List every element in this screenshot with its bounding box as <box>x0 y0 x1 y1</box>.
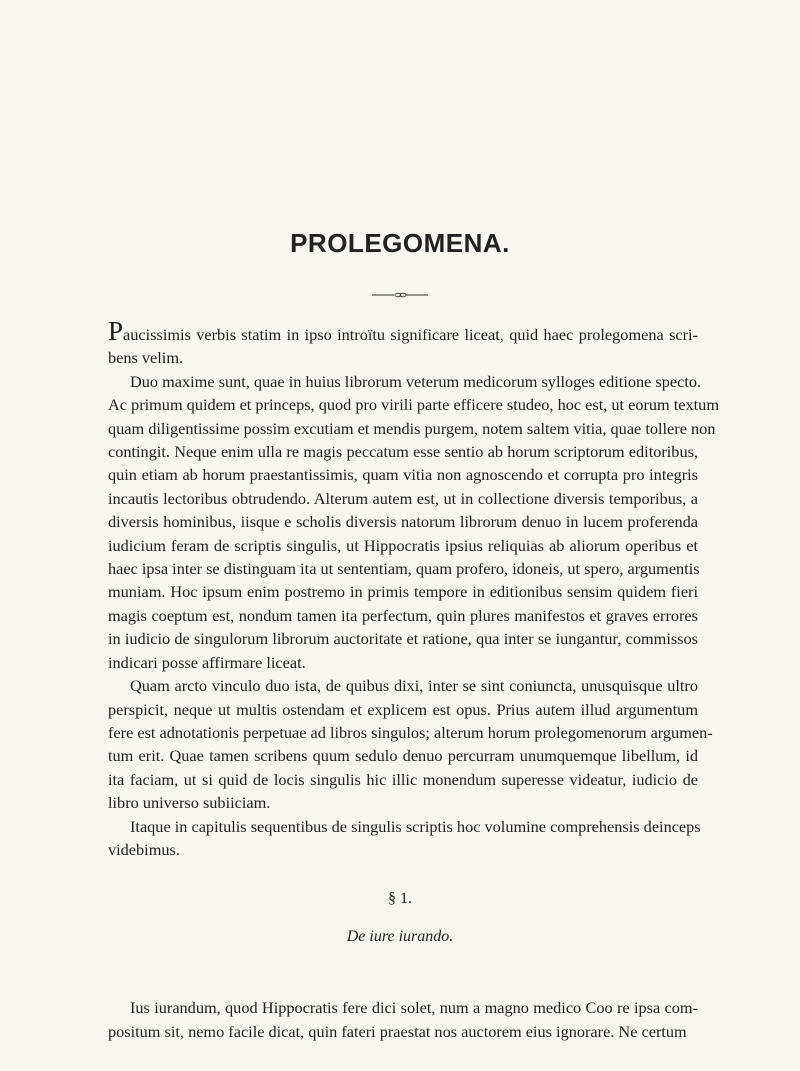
text-line: muniam. Hoc ipsum enim postremo in primis tempore in editionibus sensim quidem fieri <box>108 582 698 602</box>
section-text <box>108 980 698 1059</box>
text-line: ita faciam, ut si quid de locis singulis hic illic monendum superesse videatur, iudicio de <box>108 769 698 789</box>
paragraph <box>108 370 719 674</box>
text-line: diversis hominibus, iisque e scholis diversis natorum librorum denuo in lucem proferenda <box>108 512 698 532</box>
text-line: tum erit. Quae tamen scribens quum sedulo denuo percurram unumquemque libellum, id <box>108 746 698 766</box>
text-line: quin etiam ab horum praestantissimis, quam vitia non agnoscendo et corrupta pro integris <box>108 465 698 485</box>
paragraph <box>108 996 698 1043</box>
text-line: Itaque in capitulis sequentibus de singulis scriptis hoc volumine comprehensis deinceps <box>130 816 701 836</box>
text-line: positum sit, nemo facile dicat, quin fateri praestat nos auctorem eius ignorare. Ne certum <box>108 1021 687 1041</box>
paragraph <box>108 815 701 862</box>
body-text <box>108 316 719 861</box>
ornament-divider <box>370 292 430 298</box>
text-line: Ius iurandum, quod Hippocratis fere dici solet, num a magno medico Coo re ipsa com- <box>130 998 698 1018</box>
text-line: haec ipsa inter se distinguam ita ut sententiam, quam profero, idoneis, ut spero, argumentis <box>108 559 700 579</box>
text-line: Paucissimis verbis statim in ipso introïtu significare liceat, quid haec prolegomena scri- <box>108 316 698 346</box>
text-line: bens velim. <box>108 348 184 368</box>
text-line: incautis lectoribus obtrudendo. Alterum autem est, ut in collectione diversis temporibus, a <box>108 488 698 508</box>
text-line: Duo maxime sunt, quae in huius librorum veterum medicorum sylloges editione specto. <box>130 371 702 391</box>
text-line: indicari posse affirmare liceat. <box>108 652 306 672</box>
text-line: in iudicio de singulorum librorum auctoritate et ratione, qua inter se iungantur, commissos <box>108 629 698 649</box>
text-line: libro universo subiiciam. <box>108 793 271 813</box>
page-title: PROLEGOMENA. <box>290 228 510 258</box>
text-line: magis coeptum est, nondum tamen ita perfectum, quin plures manifestos et graves errores <box>108 605 698 625</box>
paragraph <box>108 674 713 814</box>
text-line: perspicit, neque ut multis ostendam et explicem est opus. Prius autem illud argumentum <box>108 699 698 719</box>
text-line: videbimus. <box>108 839 180 859</box>
initial-capital: P <box>108 316 124 346</box>
text-line: fere est adnotationis perpetuae ad libros singulos; alterum horum prolegomenorum argumen- <box>108 722 713 742</box>
text-line: Ac primum quidem et princeps, quod pro virili parte efficere studeo, hoc est, ut eorum textum <box>108 395 719 415</box>
paragraph <box>108 316 698 370</box>
text-line: iudicium feram de scriptis singulis, ut Hippocratis ipsius reliquias ab aliorum operibus et <box>108 535 698 555</box>
text-line: quam diligentissime possim excutiam et mendis purgem, notem saltem vitia, quae tollere non <box>108 418 716 438</box>
section-number: § 1. <box>388 890 412 907</box>
text-line: contingit. Neque enim ulla re magis peccatum esse sentio ab horum scriptorum editoribus, <box>108 442 698 462</box>
text-line: Quam arcto vinculo duo ista, de quibus dixi, inter se sint coniuncta, unusquisque ultro <box>130 676 698 696</box>
section-title: De iure iurando. <box>346 928 454 945</box>
